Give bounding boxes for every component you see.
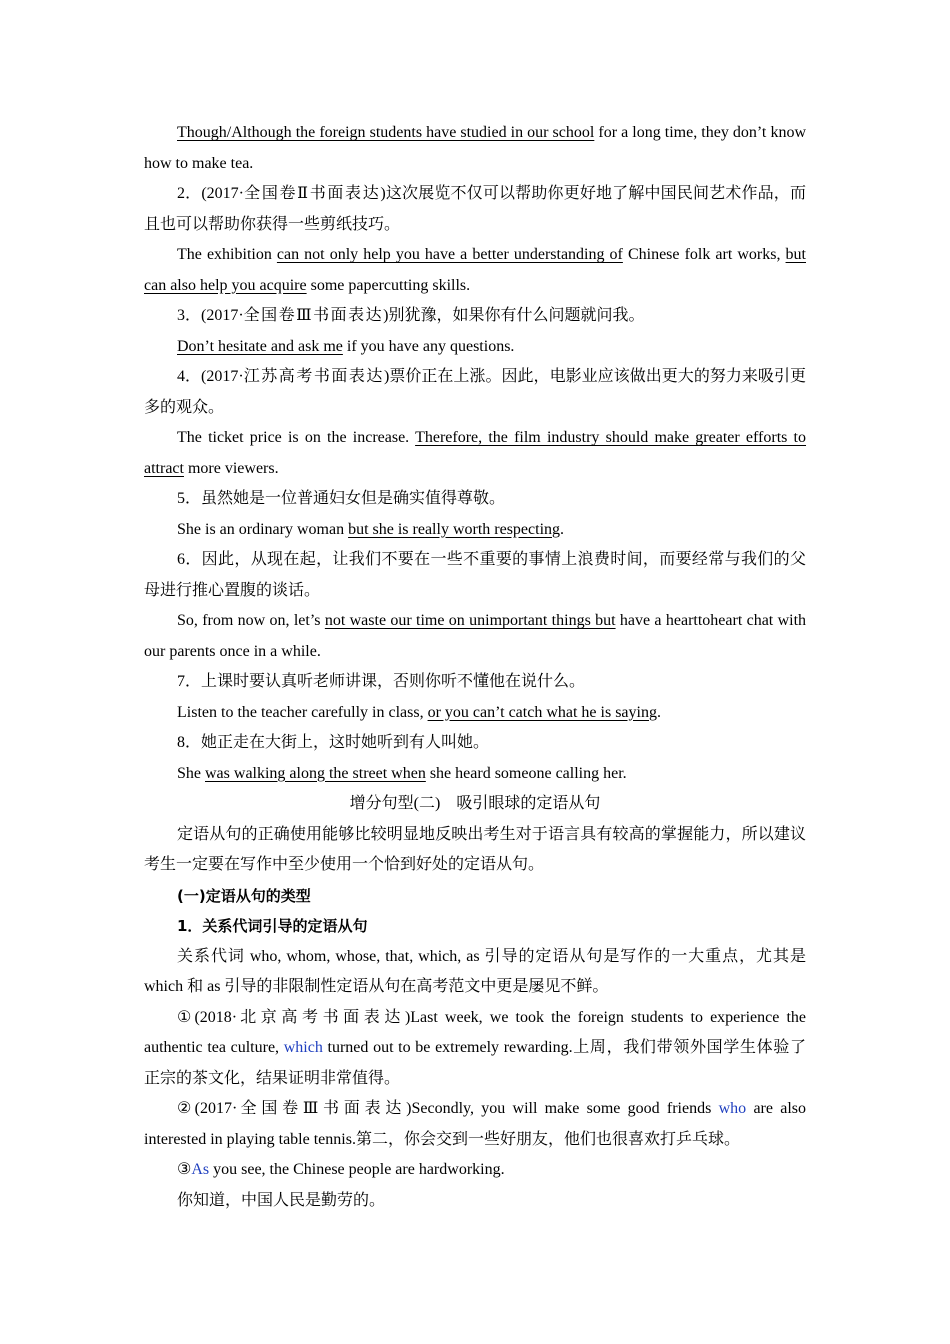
paragraph [144, 728, 806, 759]
text-run: ③ [177, 1161, 192, 1178]
text-run: 1．关系代词引导的定语从句 [177, 917, 368, 935]
source-label: 全国卷Ⅲ书面表达 [237, 1100, 407, 1117]
text-run: )票价正在上涨。因此，电影业应该做出更大的努力来吸引更多的观众。 [144, 368, 806, 416]
text-run: Chinese folk art works, [622, 246, 786, 263]
subheading [144, 911, 806, 942]
text-run: 6．因此，从现在起，让我们不要在一些不重要的事情上浪费时间，而要经常与我们的父母进行推心置腹的谈话。 [144, 551, 806, 599]
text-run: (一)定语从句的类型 [177, 886, 311, 905]
text-run: The ticket price is on the increase. [177, 429, 416, 446]
answer-underline: Therefore, the film industry should make greater efforts to attract [144, 429, 807, 477]
text-run: 4．(2017· [177, 368, 244, 385]
text-run: )别犹豫，如果你有什么问题就问我。 [383, 307, 645, 324]
text-run: 2．(2017· [177, 185, 244, 202]
section-heading [144, 789, 806, 820]
paragraph [144, 942, 806, 1003]
answer-underline: Though/Although the foreign students have studied in our school [177, 124, 595, 141]
source-label: 江苏高考书面表达 [243, 368, 384, 385]
paragraph [144, 332, 806, 363]
text-run: you see, the Chinese people are hardworking. [209, 1161, 505, 1178]
text-run: ①(2018· [177, 1008, 238, 1026]
answer-underline: but can also help you acquire [144, 246, 806, 294]
paragraph [144, 1186, 806, 1217]
text-run: She is an ordinary woman [177, 520, 349, 538]
text-run: ②(2017· [177, 1100, 238, 1117]
answer-underline: Don’t hesitate and ask me [177, 337, 343, 355]
source-label: 全国卷Ⅱ书面表达 [244, 185, 381, 202]
paragraph [144, 545, 806, 606]
text-run: )Last week, we took the foreign students to experience the authentic tea culture, [144, 1008, 806, 1056]
text-run: are also interested in playing table tennis.第二，你会交到一些好朋友，他们也很喜欢打乒乓球。 [144, 1100, 807, 1148]
paragraph [144, 1003, 806, 1095]
answer-underline: can not only help you have a better understanding of [276, 246, 623, 263]
text-run: 7．上课时要认真听老师讲课，否则你听不懂他在说什么。 [177, 673, 586, 690]
subheading [144, 881, 806, 912]
answer-underline: or you can’t catch what he is saying [427, 703, 657, 721]
source-label: 全国卷Ⅲ书面表达 [243, 307, 384, 324]
answer-underline: but she is really worth respecting [348, 520, 561, 538]
paragraph [144, 179, 806, 240]
paragraph [144, 484, 806, 515]
text-run: 5．虽然她是一位普通妇女但是确实值得尊敬。 [177, 490, 506, 507]
paragraph [144, 240, 806, 301]
paragraph [144, 118, 806, 179]
paragraph [144, 606, 806, 667]
text-run: . [560, 520, 565, 538]
relative-pronoun: As [191, 1161, 210, 1178]
text-run: )这次展览不仅可以帮助你更好地了解中国民间艺术作品，而且也可以帮助你获得一些剪纸技巧。 [144, 185, 806, 233]
text-run: if you have any questions. [342, 337, 515, 355]
answer-underline: was walking along the street when [205, 764, 426, 782]
text-run: more viewers. [183, 459, 279, 477]
paragraph [144, 1155, 806, 1186]
paragraph [144, 820, 806, 881]
text-run: turned out to be extremely rewarding.上周，我们带领外国学生体验了正宗的茶文化，结果证明非常值得。 [144, 1039, 806, 1087]
text-run: 定语从句的正确使用能够比较明显地反映出考生对于语言具有较高的掌握能力，所以建议考生一定要在写作中至少使用一个恰到好处的定语从句。 [144, 825, 806, 873]
paragraph [144, 1094, 806, 1155]
paragraph [144, 759, 806, 790]
paragraph [144, 301, 806, 332]
text-run: for a long time, they don’t know how to make tea. [144, 124, 806, 172]
relative-pronoun: which [283, 1039, 323, 1056]
text-run: The exhibition [177, 246, 277, 263]
text-run: )Secondly, you will make some good friends [406, 1100, 719, 1117]
paragraph [144, 698, 806, 729]
text-run: have a hearttoheart chat with our parents once in a while. [144, 612, 807, 660]
text-run: Listen to the teacher carefully in class, [177, 703, 428, 721]
text-run: . [656, 703, 661, 721]
text-run: 3．(2017· [177, 307, 244, 324]
text-run: So, from now on, let’s [177, 612, 325, 629]
answer-underline: not waste our time on unimportant things but [324, 612, 616, 629]
paragraph [144, 667, 806, 698]
text-run: she heard someone calling her. [425, 764, 627, 782]
paragraph [144, 515, 806, 546]
text-run: She [177, 764, 205, 782]
source-label: 北京高考书面表达 [237, 1008, 405, 1026]
text-run: 增分句型(二) 吸引眼球的定语从句 [349, 795, 601, 812]
text-run: some papercutting skills. [306, 276, 471, 294]
text-run: 8．她正走在大街上，这时她听到有人叫她。 [177, 734, 490, 751]
text-run: 你知道，中国人民是勤劳的。 [177, 1191, 386, 1209]
document-page [144, 118, 806, 1216]
paragraph [144, 362, 806, 423]
text-run: 关系代词 who, whom, whose, that, which, as 引导的定语从句是写作的一大重点，尤其是 which 和 as 引导的非限制性定语从句在高考范文中更是屡见不鲜。 [144, 947, 806, 995]
relative-pronoun: who [718, 1100, 747, 1117]
paragraph [144, 423, 806, 484]
